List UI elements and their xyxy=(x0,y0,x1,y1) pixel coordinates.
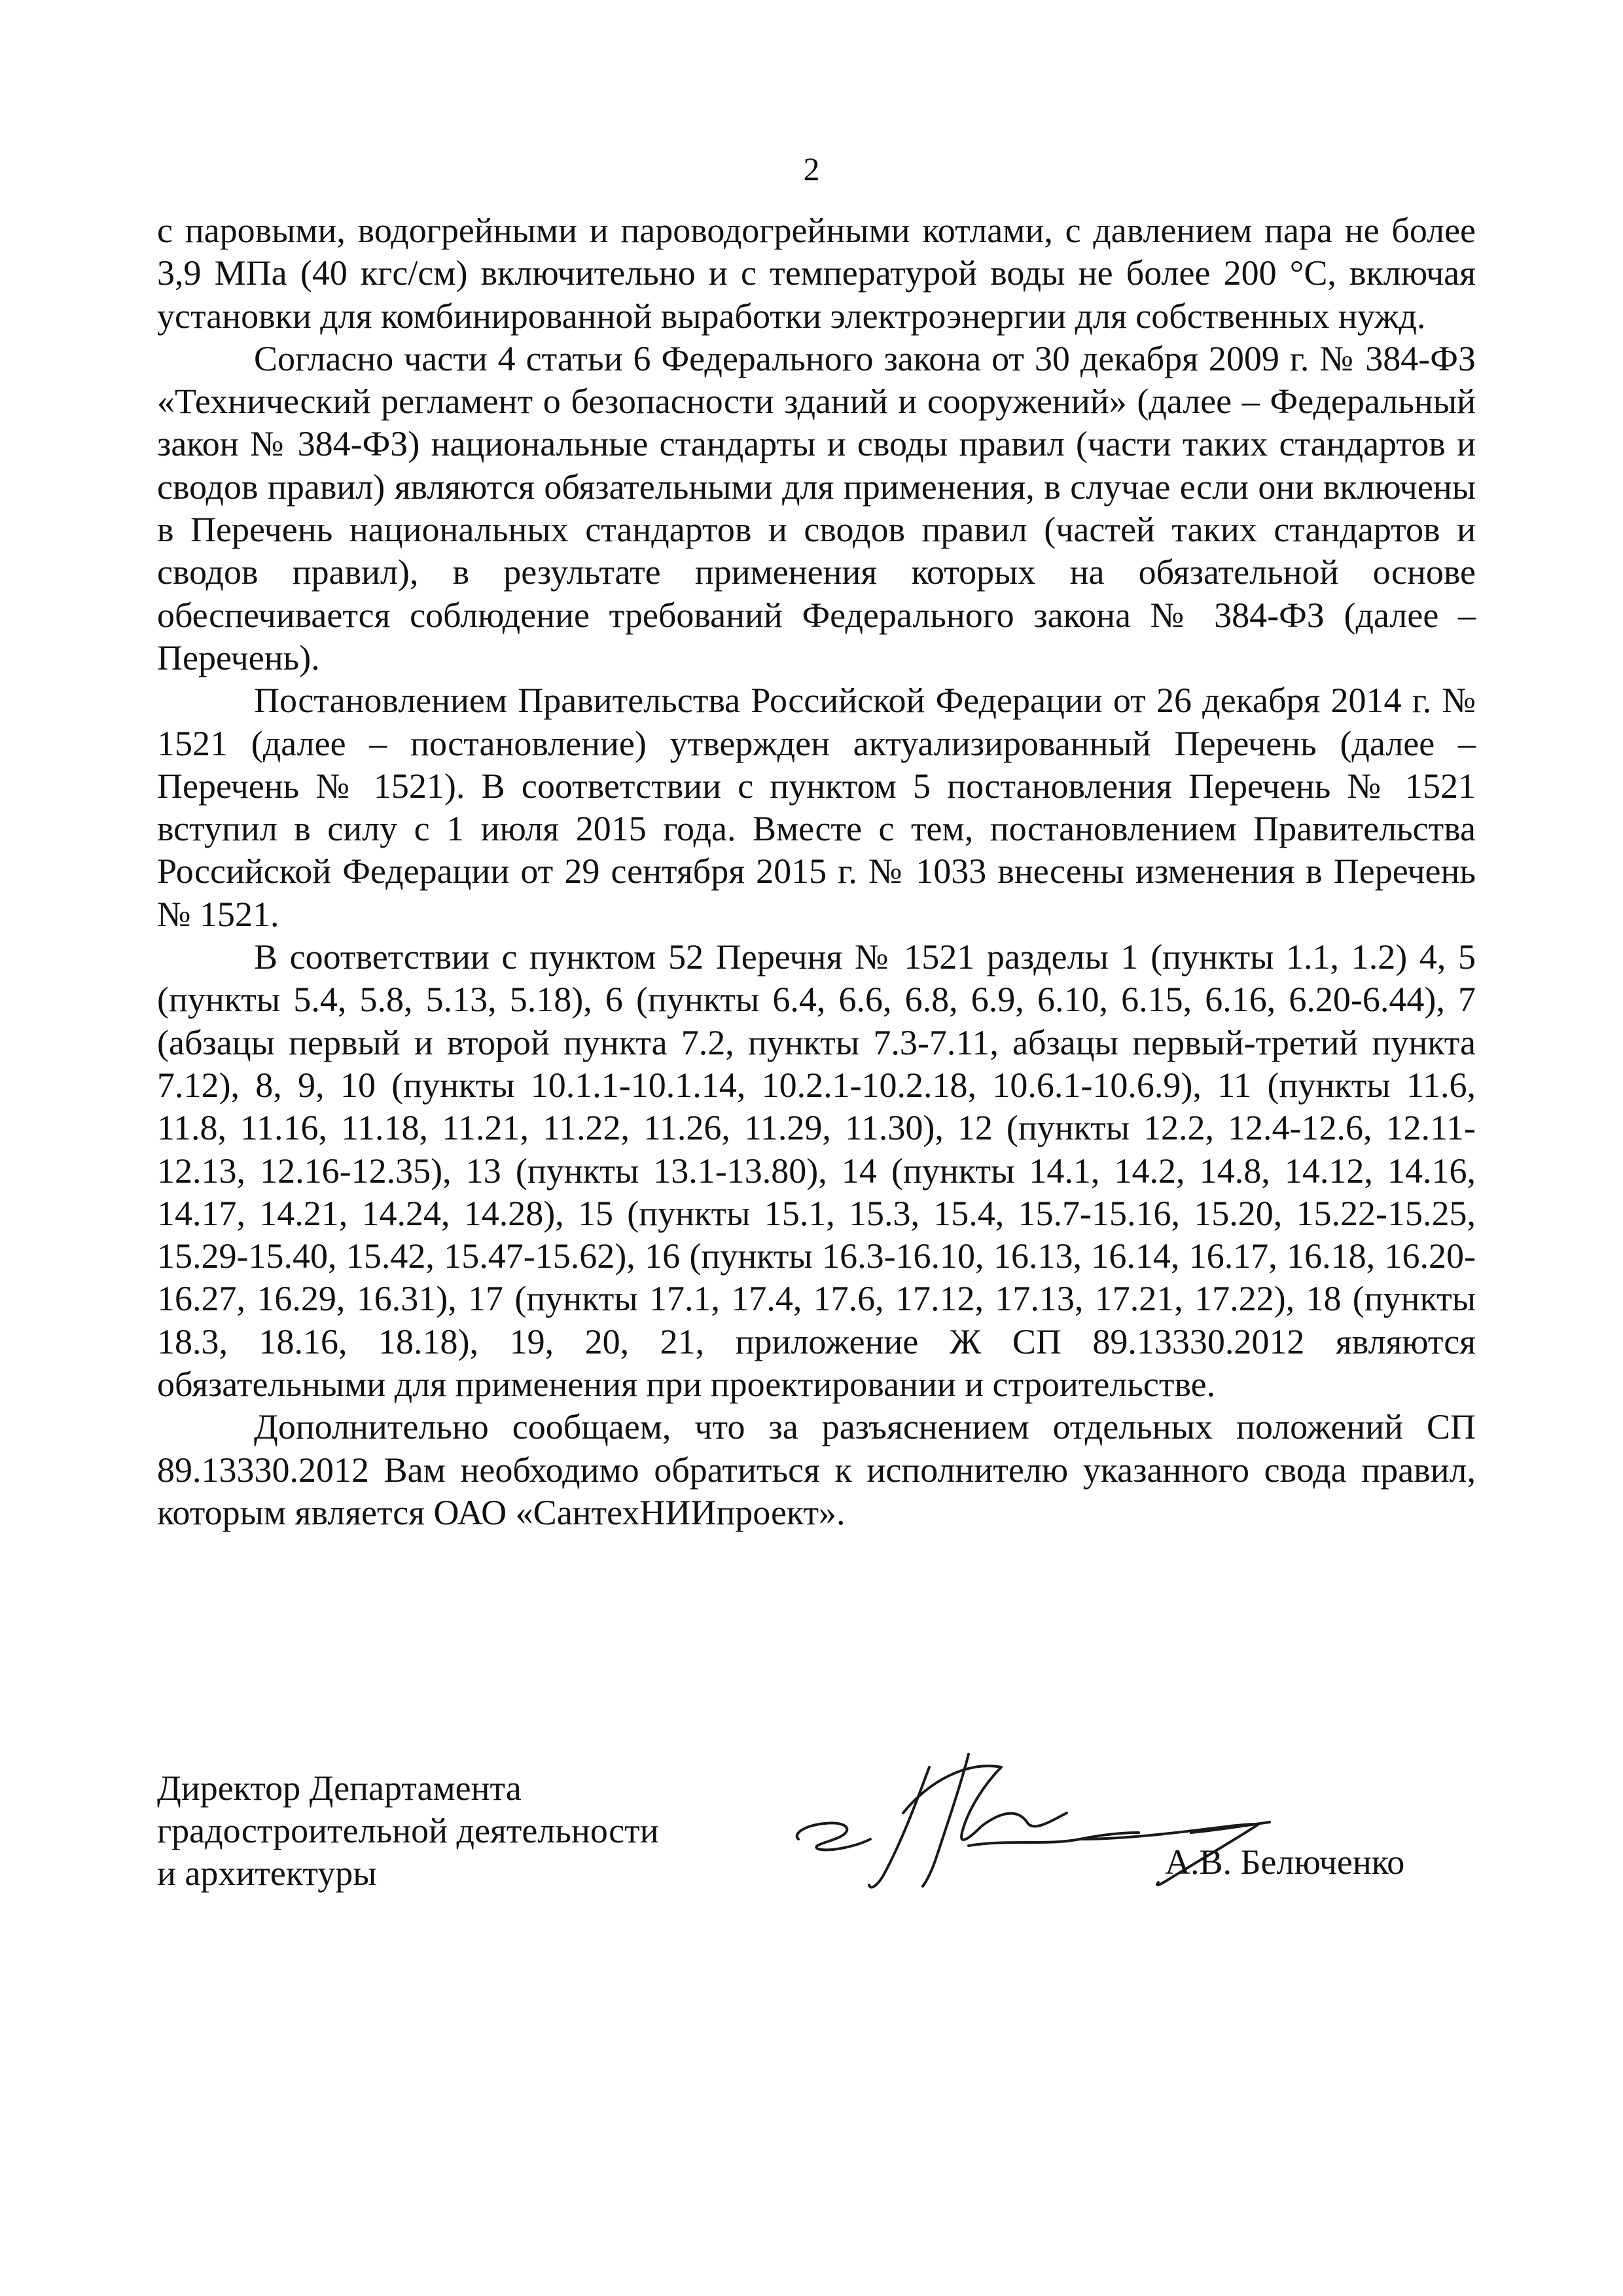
paragraph-federal-law: Согласно части 4 статьи 6 Федерального закона от 30 декабря 2009 г. № 384-ФЗ «Технический регламент о безопасности зданий и сооружений» (далее – Федеральный закон № 384-ФЗ) национальные стандарты и своды правил (части таких стандартов и сводов правил) являются обязательными для применения, в случае если они включены в Перечень национальных стандартов и сводов правил (частей таких стандартов и сводов правил), в результате применения которых на обязательной основе обеспечивается соблюдение требований Федерального закона № 384-ФЗ (далее – Перечень). xyxy=(157,338,1476,677)
paragraph-mandatory-sections: В соответствии с пунктом 52 Перечня № 1521 разделы 1 (пункты 1.1, 1.2) 4, 5 (пункты 5.4, 5.8, 5.13, 5.18), 6 (пункты 6.4, 6.6, 6.8, 6.9, 6.10, 6.15, 6.16, 6.20-6.44), 7 (абзацы первый и второй пункта 7.2, пункты 7.3-7.11, абзацы первый-третий пункта 7.12), 8, 9, 10 (пункты 10.1.1-10.1.14, 10.2.1-10.2.18, 10.6.1-10.6.9), 11 (пункты 11.6, 11.8, 11.16, 11.18, 11.21, 11.22, 11.26, 11.29, 11.30), 12 (пункты 12.2, 12.4-12.6, 12.11-12.13, 12.16-12.35), 13 (пункты 13.1-13.80), 14 (пункты 14.1, 14.2, 14.8, 14.12, 14.16, 14.17, 14.21, 14.24, 14.28), 15 (пункты 15.1, 15.3, 15.4, 15.7-15.16, 15.20, 15.22-15.25, 15.29-15.40, 15.42, 15.47-15.62), 16 (пункты 16.3-16.10, 16.13, 16.14, 16.17, 16.18, 16.20-16.27, 16.29, 16.31), 17 (пункты 17.1, 17.4, 17.6, 17.12, 17.13, 17.21, 17.22), 18 (пункты 18.3, 18.16, 18.18), 19, 20, 21, приложение Ж СП 89.13330.2012 являются обязательными для применения при проектировании и строительстве. xyxy=(157,937,1476,1405)
signer-title-line: градостроительной деятельности xyxy=(157,1811,659,1850)
page-number: 2 xyxy=(803,151,820,187)
signer-name: А.В. Белюченко xyxy=(1165,1842,1405,1882)
signer-title-line: и архитектуры xyxy=(157,1854,377,1893)
paragraph-government-decree: Постановлением Правительства Российской Федерации от 26 декабря 2014 г. № 1521 (далее – постановление) утвержден актуализированный Перечень (далее – Перечень № 1521). В соответствии с пунктом 5 постановления Перечень № 1521 вступил в силу с 1 июля 2015 года. Вместе с тем, постановлением Правительства Российской Федерации от 29 сентября 2015 г. № 1033 внесены изменения в Перечень № 1521. xyxy=(157,681,1476,934)
signer-title-line: Директор Департамента xyxy=(157,1768,522,1808)
paragraph-additional-info: Дополнительно сообщаем, что за разъяснением отдельных положений СП 89.13330.2012 Вам необходимо обратиться к исполнителю указанного свода правил, которым является ОАО «СантехНИИпроект». xyxy=(157,1407,1476,1532)
letter-body xyxy=(157,209,1476,1534)
paragraph-continuation: с паровыми, водогрейными и пароводогрейными котлами, с давлением пара не более 3,9 МПа (40 кгс/см) включительно и с температурой воды не более 200 °С, включая установки для комбинированной выработки электроэнергии для собственных нужд. xyxy=(157,211,1476,336)
signature-block xyxy=(157,1767,1476,1964)
signer-title xyxy=(157,1767,659,1895)
